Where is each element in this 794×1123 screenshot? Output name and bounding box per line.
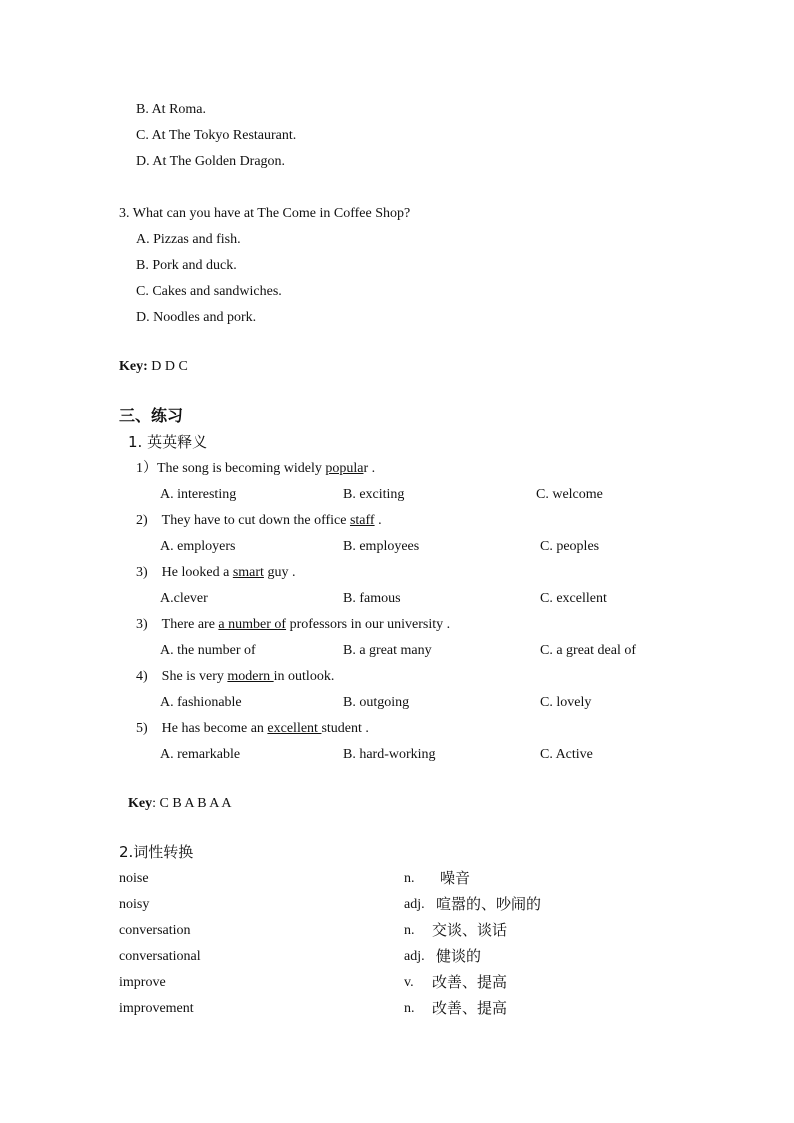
item-text-post: student . <box>321 721 369 736</box>
word-form-word: noise <box>119 871 149 886</box>
answer-key-2-value: : C B A B A A <box>152 796 232 811</box>
item-number: 3) <box>136 617 148 632</box>
item-text-post: in outlook. <box>273 669 335 684</box>
q2-option-b: B. At Roma. <box>136 102 207 117</box>
item-text-post: professors in our university . <box>286 617 451 632</box>
item-choice-c: C. Active <box>540 747 593 762</box>
item-choice-c: C. a great deal of <box>540 643 637 658</box>
word-form-word: improve <box>119 975 166 990</box>
item-target-word: staff <box>349 513 375 528</box>
q3-option-a: A. Pizzas and fish. <box>136 232 241 247</box>
answer-key-1-value: D D C <box>147 359 188 374</box>
q3-option-c: C. Cakes and sandwiches. <box>136 284 282 299</box>
exercise-item <box>136 668 334 686</box>
item-number: 1） <box>136 461 157 476</box>
q3-option-d: D. Noodles and pork. <box>136 310 257 325</box>
item-text-pre: She is very <box>161 669 228 684</box>
item-choice-a: A.clever <box>160 591 208 606</box>
item-target-word: excellent <box>267 721 322 736</box>
item-choice-a: A. remarkable <box>160 747 241 762</box>
word-form-pos: v. <box>404 975 414 990</box>
item-choice-b: B. outgoing <box>343 695 410 710</box>
item-text-pre: There are <box>161 617 219 632</box>
subsection-1-title: 1. 英英释义 <box>128 433 208 451</box>
word-form-word: noisy <box>119 897 150 912</box>
item-text-pre: The song is becoming widely <box>157 461 326 476</box>
q2-option-c: C. At The Tokyo Restaurant. <box>136 128 297 143</box>
item-text-pre: They have to cut down the office <box>161 513 350 528</box>
word-form-word: conversational <box>119 949 201 964</box>
item-choice-b: B. employees <box>343 539 420 554</box>
item-number: 3) <box>136 565 148 580</box>
item-target-word: smart <box>232 565 264 580</box>
item-choice-b: B. famous <box>343 591 401 606</box>
subsection-2-title: 2.词性转换 <box>119 843 194 861</box>
exercise-item <box>136 720 369 738</box>
item-text-pre: He looked a <box>161 565 233 580</box>
word-form-meaning: 噪音 <box>440 869 471 887</box>
word-form-meaning: 健谈的 <box>436 947 482 965</box>
word-form-pos: n. <box>404 1001 415 1016</box>
item-text-post: . <box>374 513 382 528</box>
q3-option-b: B. Pork and duck. <box>136 258 237 273</box>
exercise-item <box>136 616 450 634</box>
word-form-meaning: 喧嚣的、吵闹的 <box>436 895 542 913</box>
item-choice-c: C. lovely <box>540 695 592 710</box>
word-form-pos: adj. <box>404 897 425 912</box>
item-choice-b: B. exciting <box>343 487 405 502</box>
exercise-item <box>136 512 382 530</box>
item-choice-a: A. interesting <box>160 487 237 502</box>
word-form-pos: n. <box>404 871 415 886</box>
word-form-meaning: 改善、提高 <box>432 973 508 991</box>
exercise-item <box>136 564 295 582</box>
item-text-post: guy . <box>263 565 296 580</box>
word-form-pos: adj. <box>404 949 425 964</box>
answer-key-2-label: Key <box>128 796 153 811</box>
word-form-meaning: 改善、提高 <box>432 999 508 1017</box>
word-form-word: improvement <box>119 1001 194 1016</box>
item-text-pre: He has become an <box>161 721 268 736</box>
word-form-word: conversation <box>119 923 191 938</box>
item-number: 2) <box>136 513 148 528</box>
item-choice-a: A. the number of <box>160 643 256 658</box>
section-title: 三、练习 <box>119 406 184 425</box>
item-target-word: popula <box>325 461 364 476</box>
answer-key-2 <box>128 795 231 813</box>
exercise-item <box>136 460 375 478</box>
item-choice-a: A. employers <box>160 539 236 554</box>
item-number: 4) <box>136 669 148 684</box>
word-form-pos: n. <box>404 923 415 938</box>
item-number: 5) <box>136 721 148 736</box>
q3-question: 3. What can you have at The Come in Coffee Shop? <box>119 206 411 221</box>
q2-option-d: D. At The Golden Dragon. <box>136 154 286 169</box>
item-choice-c: C. welcome <box>536 487 603 502</box>
item-choice-c: C. peoples <box>540 539 600 554</box>
answer-key-1 <box>119 358 188 376</box>
item-choice-a: A. fashionable <box>160 695 242 710</box>
item-choice-b: B. hard-working <box>343 747 436 762</box>
item-text-post: r . <box>363 461 376 476</box>
item-choice-b: B. a great many <box>343 643 432 658</box>
item-target-word: a number of <box>218 617 287 632</box>
answer-key-1-label: Key: <box>119 359 148 374</box>
item-target-word: modern <box>227 669 274 684</box>
item-choice-c: C. excellent <box>540 591 607 606</box>
word-form-meaning: 交谈、谈话 <box>432 921 508 939</box>
